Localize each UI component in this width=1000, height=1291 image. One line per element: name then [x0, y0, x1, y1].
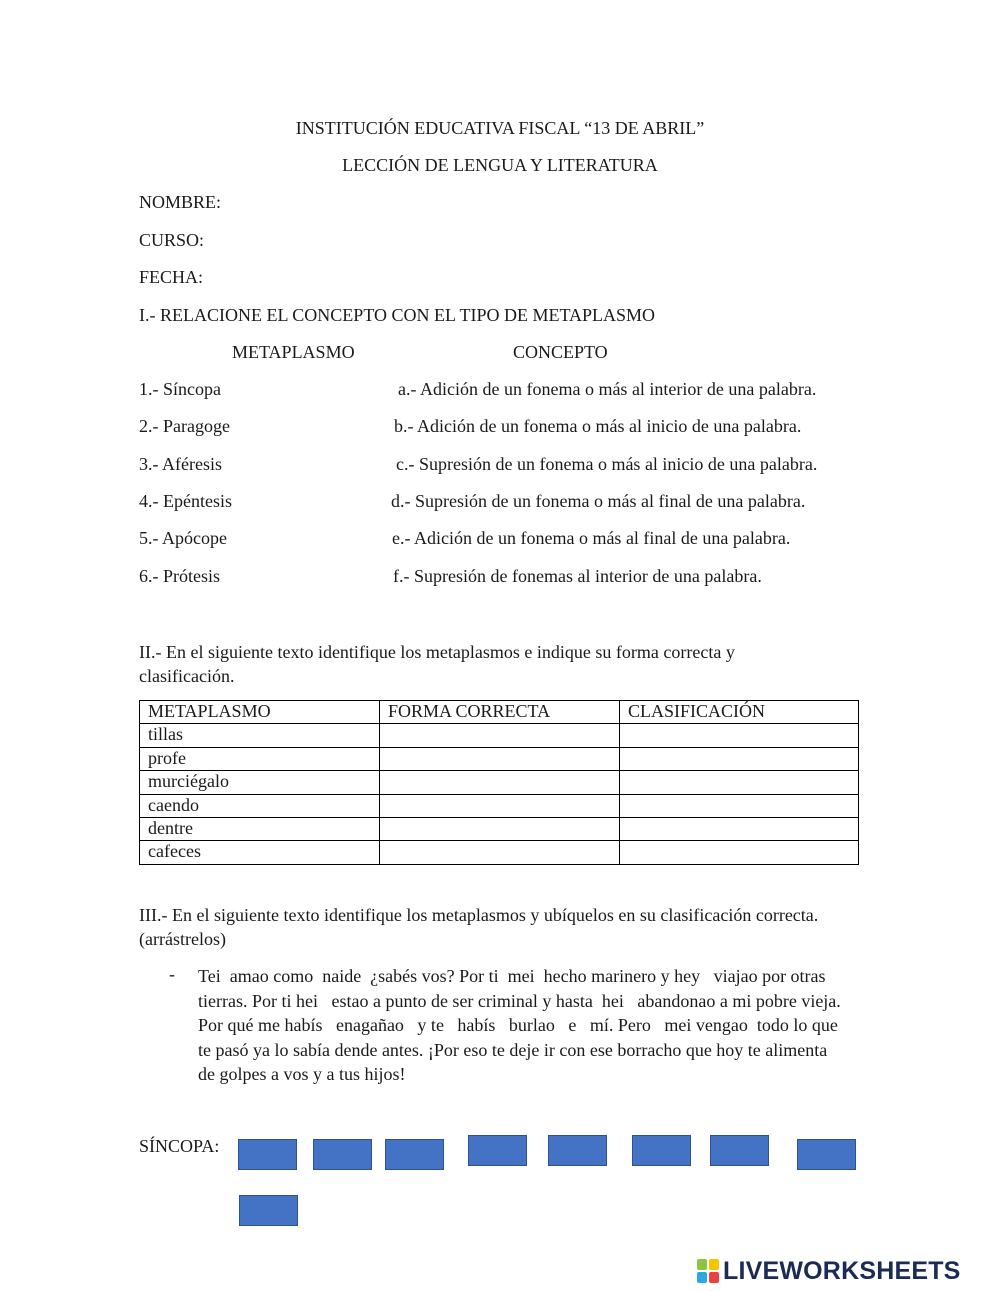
logo-text: LIVEWORKSHEETS — [723, 1256, 961, 1285]
liveworksheets-logo — [697, 1256, 961, 1286]
classification-cell[interactable] — [620, 771, 859, 794]
correct-form-cell[interactable] — [380, 794, 620, 817]
logo-tiles-icon — [697, 1259, 719, 1283]
concept-item: b.- Adición de un fonema o más al inicio de una palabra. — [394, 416, 802, 436]
term-item: 6.- Prótesis — [139, 566, 220, 586]
column-concepto-header: CONCEPTO — [513, 342, 608, 362]
answer-drop-box[interactable] — [468, 1135, 527, 1166]
institution-title: INSTITUCIÓN EDUCATIVA FISCAL “13 DE ABRIL” — [295, 118, 705, 138]
answer-drop-box[interactable] — [239, 1195, 298, 1226]
metaplasm-cell: cafeces — [140, 841, 380, 864]
metaplasm-cell: profe — [140, 747, 380, 770]
term-item: 1.- Síncopa — [139, 379, 221, 399]
sincopa-label: SÍNCOPA: — [139, 1136, 220, 1156]
table-header-row — [140, 701, 859, 724]
term-item: 3.- Aféresis — [139, 454, 222, 474]
answer-drop-box[interactable] — [710, 1135, 769, 1166]
column-metaplasmo-header: METAPLASMO — [232, 342, 355, 362]
metaplasm-cell: caendo — [140, 794, 380, 817]
answer-drop-box[interactable] — [797, 1139, 856, 1170]
concept-item: e.- Adición de un fonema o más al final de una palabra. — [392, 528, 791, 548]
passage-text: Tei amao como naide ¿sabés vos? Por ti mei hecho marinero y hey viajao por otras tierras. Por ti hei estao a punto de ser criminal y hasta hei abandonao a mi pobre vieja. Por qué me habís enagañao y te habís burlao e mí. Pero mei vengao todo lo que te pasó ya lo sabía dende antes. ¡Por eso te deje ir con ese borracho que hoy te alimenta de golpes a vos y a tus hijos! — [198, 966, 846, 1084]
table-header-cell: FORMA CORRECTA — [380, 701, 620, 724]
passage-bullet: - — [169, 964, 175, 984]
metaplasm-cell: murciégalo — [140, 771, 380, 794]
concept-item: c.- Supresión de un fonema o más al inicio de una palabra. — [396, 454, 818, 474]
table-row — [140, 841, 859, 864]
correct-form-cell[interactable] — [380, 841, 620, 864]
section2-title: II.- En el siguiente texto identifique los metaplasmos e indique su forma correcta y clasificación. — [139, 642, 735, 686]
lesson-title: LECCIÓN DE LENGUA Y LITERATURA — [342, 155, 658, 175]
concept-item: a.- Adición de un fonema o más al interior de una palabra. — [398, 379, 817, 399]
table-row — [140, 747, 859, 770]
answer-drop-box[interactable] — [313, 1139, 372, 1170]
metaplasm-cell: dentre — [140, 817, 380, 840]
correct-form-cell[interactable] — [380, 747, 620, 770]
term-item: 5.- Apócope — [139, 528, 227, 548]
table-header-cell: METAPLASMO — [140, 701, 380, 724]
answer-drop-box[interactable] — [548, 1135, 607, 1166]
concept-item: f.- Supresión de fonemas al interior de una palabra. — [393, 566, 762, 586]
table-row — [140, 724, 859, 747]
table-row — [140, 794, 859, 817]
table-header-cell: CLASIFICACIÓN — [620, 701, 859, 724]
answer-drop-box[interactable] — [632, 1135, 691, 1166]
classification-cell[interactable] — [620, 817, 859, 840]
concept-item: d.- Supresión de un fonema o más al final de una palabra. — [391, 491, 806, 511]
correct-form-cell[interactable] — [380, 817, 620, 840]
name-label: NOMBRE: — [139, 192, 222, 212]
classification-cell[interactable] — [620, 747, 859, 770]
course-label: CURSO: — [139, 230, 205, 250]
correct-form-cell[interactable] — [380, 771, 620, 794]
classification-cell[interactable] — [620, 724, 859, 747]
section3-title: III.- En el siguiente texto identifique los metaplasmos y ubíquelos en su clasificación correcta. (arrástrelos) — [139, 905, 819, 949]
metaplasm-table — [139, 700, 859, 865]
section1-title: I.- RELACIONE EL CONCEPTO CON EL TIPO DE METAPLASMO — [139, 305, 656, 325]
classification-cell[interactable] — [620, 794, 859, 817]
date-label: FECHA: — [139, 267, 204, 287]
answer-drop-box[interactable] — [385, 1139, 444, 1170]
table-row — [140, 771, 859, 794]
correct-form-cell[interactable] — [380, 724, 620, 747]
term-item: 4.- Epéntesis — [139, 491, 232, 511]
metaplasm-cell: tillas — [140, 724, 380, 747]
answer-drop-box[interactable] — [238, 1139, 297, 1170]
table-row — [140, 817, 859, 840]
classification-cell[interactable] — [620, 841, 859, 864]
term-item: 2.- Paragoge — [139, 416, 230, 436]
